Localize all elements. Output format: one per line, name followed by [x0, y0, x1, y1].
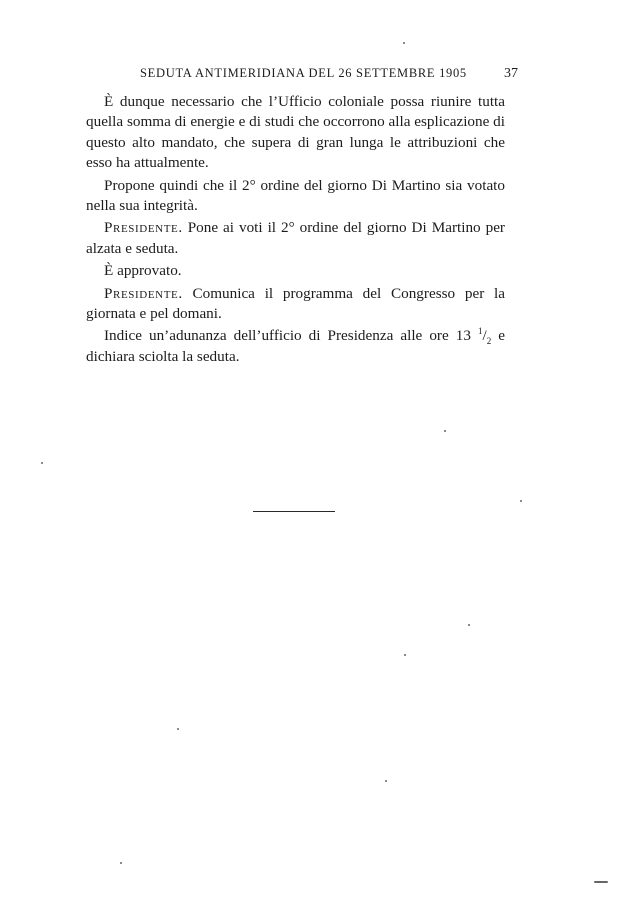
paper-speck	[385, 780, 387, 782]
paragraph-6-text: Indice un’adunanza dell’ufficio di Presidenza alle ore 13	[104, 327, 478, 345]
paragraph-6-text-end: e dichiara sciolta la seduta.	[86, 327, 505, 365]
paper-speck	[404, 654, 406, 656]
running-header	[88, 66, 518, 84]
speaker-label: Presidente.	[104, 219, 183, 237]
page-number: 37	[504, 66, 518, 81]
paper-speck	[468, 624, 470, 626]
paragraph-6	[86, 326, 505, 367]
paper-speck	[177, 728, 179, 730]
paragraph-5	[86, 284, 505, 325]
body-text	[86, 92, 505, 367]
paragraph-2: Propone quindi che il 2° ordine del giorno Di Martino sia votato nella sua integrità.	[86, 176, 505, 215]
paragraph-4: È approvato.	[104, 262, 182, 280]
paper-speck	[41, 462, 43, 464]
paragraph-3-text: Pone ai voti il 2° ordine del giorno Di Martino per alzata e seduta.	[86, 219, 505, 257]
running-title: SEDUTA ANTIMERIDIANA DEL 26 SETTEMBRE 1905	[140, 66, 467, 80]
time-fraction	[477, 326, 492, 347]
paper-speck	[403, 42, 405, 44]
paragraph-1: È dunque necessario che l’Ufficio coloniale possa riunire tutta quella somma di energie e di studi che occorrono alla esplicazione di questo alto mandato, che supera di gran lunga le attribuzioni che esso ha attualmente.	[86, 93, 505, 172]
section-end-rule	[253, 511, 335, 512]
fraction-separator: /	[482, 327, 487, 345]
paragraph-3	[86, 218, 505, 259]
speaker-label: Presidente.	[104, 284, 183, 302]
paper-speck	[120, 862, 122, 864]
paper-speck	[520, 500, 522, 502]
fraction-denominator: 2	[486, 336, 492, 347]
paper-speck	[594, 881, 608, 883]
fraction-numerator: 1	[477, 326, 483, 337]
paper-speck	[444, 430, 446, 432]
paragraph-5-text: Comunica il programma del Congresso per la giornata e pel domani.	[86, 284, 505, 323]
